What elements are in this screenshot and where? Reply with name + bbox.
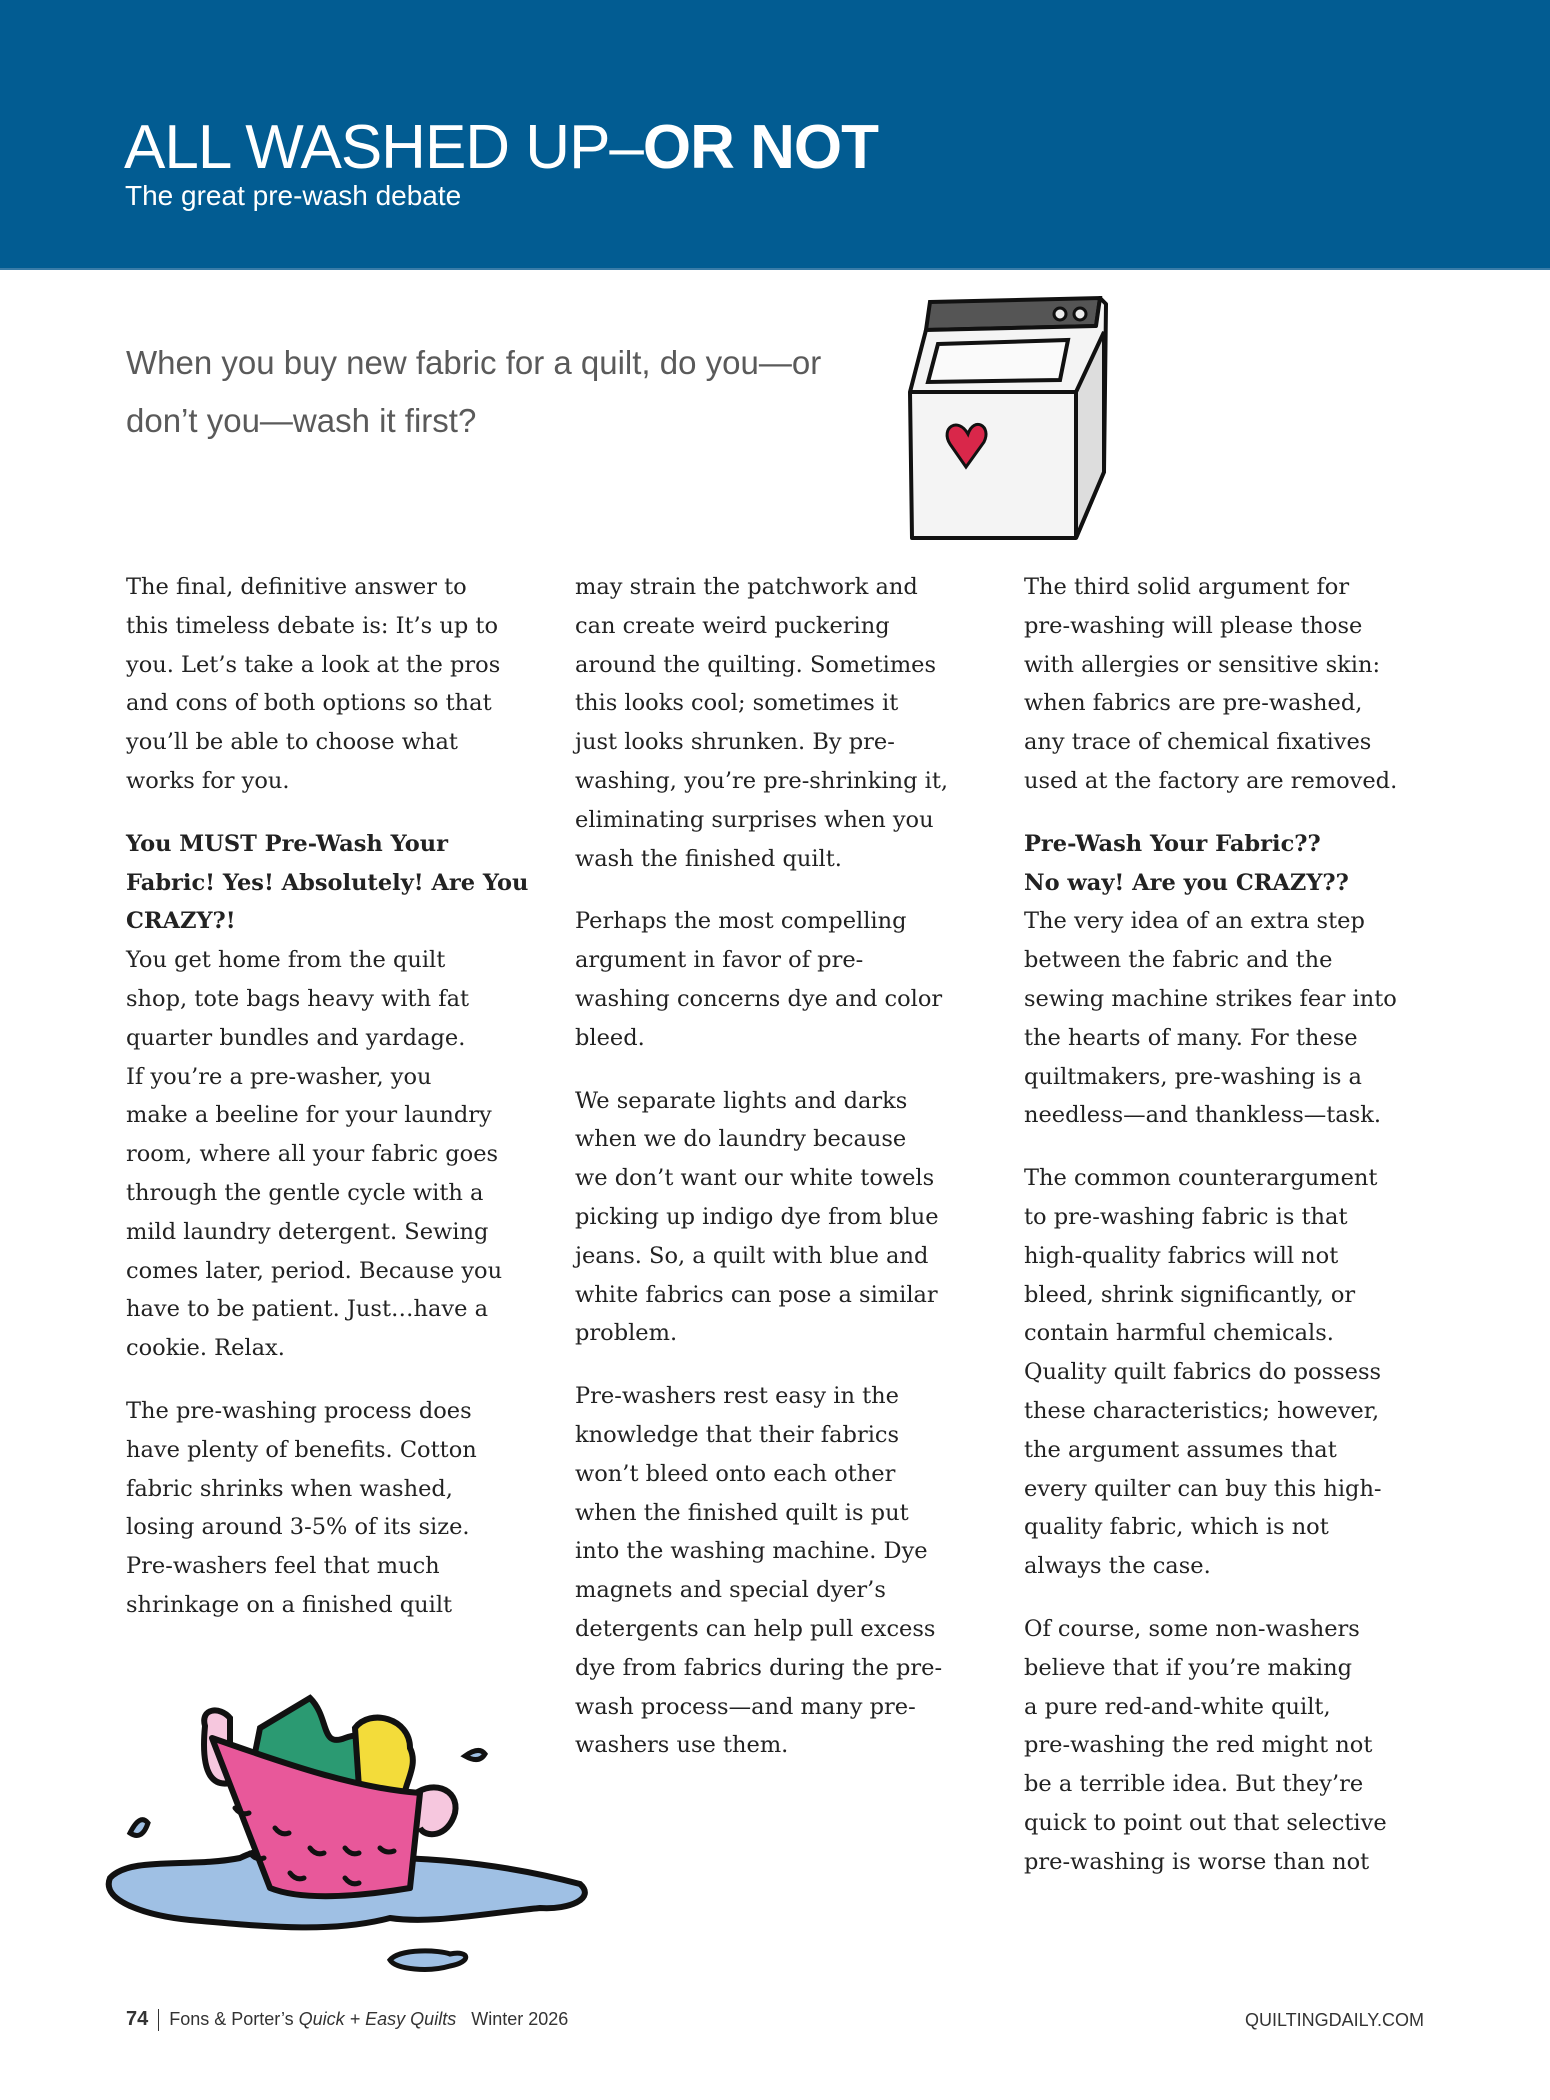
text-line: picking up indigo dye from blue	[575, 1203, 939, 1230]
text-column-3	[1024, 568, 1444, 1906]
text-line: The common counterargument	[1024, 1165, 1378, 1192]
text-line: Fabric! Yes! Absolutely! Are You	[126, 869, 529, 896]
article-title	[124, 112, 878, 183]
text-line: contain harmful chemicals.	[1024, 1320, 1334, 1347]
text-line: make a beeline for your laundry	[126, 1102, 492, 1129]
text-line: to pre-washing fabric is that	[1024, 1203, 1348, 1230]
text-line: The very idea of an extra step	[1024, 908, 1365, 935]
text-line: Pre-Wash Your Fabric??	[1024, 830, 1321, 857]
text-line: used at the factory are removed.	[1024, 767, 1398, 794]
text-line: can create weird puckering	[575, 612, 890, 639]
text-line: believe that if you’re making	[1024, 1654, 1353, 1681]
washing-machine-illustration	[900, 292, 1110, 544]
laundry-basket-illustration	[100, 1688, 600, 1973]
body-paragraph	[126, 1392, 546, 1625]
intro-line: don’t you—wash it first?	[126, 402, 477, 439]
text-line: shrinkage on a finished quilt	[126, 1591, 453, 1618]
text-line: comes later, period. Because you	[126, 1257, 503, 1284]
text-line: magnets and special dyer’s	[575, 1577, 886, 1604]
text-line: The third solid argument for	[1024, 574, 1350, 600]
page-footer	[126, 2008, 568, 2031]
page-number: 74	[126, 2008, 149, 2030]
text-line: with allergies or sensitive skin:	[1024, 651, 1381, 678]
text-line: may strain the patchwork and	[575, 574, 918, 600]
text-line: mild laundry detergent. Sewing	[126, 1218, 489, 1245]
text-line: You get home from the quilt	[126, 947, 446, 974]
text-line: washers use them.	[575, 1732, 789, 1759]
text-line: wash process—and many pre-	[575, 1693, 916, 1720]
text-line: Quality quilt fabrics do possess	[1024, 1359, 1382, 1386]
text-line: you. Let’s take a look at the pros	[126, 651, 501, 678]
text-line: when we do laundry because	[575, 1126, 907, 1153]
text-line: be a terrible idea. But they’re	[1024, 1771, 1364, 1798]
text-line: detergents can help pull excess	[575, 1615, 936, 1642]
text-line: quarter bundles and yardage.	[126, 1024, 466, 1051]
text-line: quality fabric, which is not	[1024, 1514, 1329, 1541]
text-line: always the case.	[1024, 1553, 1211, 1580]
text-line: pre-washing is worse than not	[1024, 1848, 1370, 1875]
body-paragraph	[1024, 568, 1444, 801]
body-paragraph	[575, 902, 995, 1057]
text-line: this looks cool; sometimes it	[575, 690, 899, 717]
text-line: We separate lights and darks	[575, 1087, 908, 1114]
text-line: quick to point out that selective	[1024, 1809, 1387, 1836]
text-line: any trace of chemical fixatives	[1024, 729, 1372, 756]
text-line: No way! Are you CRAZY??	[1024, 869, 1349, 896]
text-line: into the washing machine. Dye	[575, 1538, 928, 1565]
text-line: needless—and thankless—task.	[1024, 1102, 1382, 1129]
section-heading	[126, 825, 546, 941]
text-line: room, where all your fabric goes	[126, 1141, 499, 1168]
text-line: cookie. Relax.	[126, 1335, 285, 1362]
text-line: works for you.	[126, 767, 290, 794]
text-line: wash the finished quilt.	[575, 845, 842, 872]
body-paragraph	[126, 941, 546, 1368]
text-line: knowledge that their fabrics	[575, 1421, 900, 1448]
text-line: pre-washing the red might not	[1024, 1732, 1373, 1759]
text-line: fabric shrinks when washed,	[126, 1475, 453, 1502]
text-line: argument in favor of pre-	[575, 947, 864, 974]
text-line: losing around 3-5% of its size.	[126, 1514, 470, 1541]
intro-line: When you buy new fabric for a quilt, do you—or	[126, 344, 822, 381]
body-paragraph	[1024, 1159, 1444, 1586]
text-line: have plenty of benefits. Cotton	[126, 1436, 477, 1463]
text-line: shop, tote bags heavy with fat	[126, 985, 470, 1012]
intro-deck	[126, 334, 926, 450]
text-line: and cons of both options so that	[126, 690, 492, 717]
text-line: these characteristics; however,	[1024, 1397, 1380, 1424]
text-line: quiltmakers, pre-washing is a	[1024, 1063, 1362, 1090]
text-line: bleed.	[575, 1024, 645, 1051]
text-line: Pre-washers rest easy in the	[575, 1383, 899, 1410]
text-line: washing, you’re pre-shrinking it,	[575, 767, 949, 794]
text-line: Pre-washers feel that much	[126, 1553, 440, 1580]
text-line: problem.	[575, 1320, 678, 1347]
text-line: You MUST Pre-Wash Your	[126, 830, 448, 857]
title-bold: OR NOT	[642, 113, 879, 182]
text-line: every quilter can buy this high-	[1024, 1475, 1382, 1502]
text-line: high-quality fabrics will not	[1024, 1242, 1339, 1269]
body-paragraph	[575, 1082, 995, 1354]
text-line: CRAZY?!	[126, 908, 236, 935]
text-line: pre-washing will please those	[1024, 612, 1363, 639]
body-paragraph	[1024, 1610, 1444, 1882]
text-line: won’t bleed onto each other	[575, 1460, 896, 1487]
text-line: If you’re a pre-washer, you	[126, 1063, 432, 1090]
text-line: we don’t want our white towels	[575, 1165, 935, 1192]
header-banner	[0, 0, 1550, 270]
text-line: have to be patient. Just…have a	[126, 1296, 488, 1323]
text-line: sewing machine strikes fear into	[1024, 985, 1397, 1012]
text-line: the hearts of many. For these	[1024, 1024, 1358, 1051]
body-paragraph	[575, 1377, 995, 1765]
text-line: jeans. So, a quilt with blue and	[575, 1242, 929, 1269]
text-line: eliminating surprises when you	[575, 806, 934, 833]
text-line: bleed, shrink significantly, or	[1024, 1281, 1356, 1308]
text-line: through the gentle cycle with a	[126, 1179, 484, 1206]
text-line: Of course, some non-washers	[1024, 1615, 1360, 1642]
publication-prefix: Fons & Porter’s	[169, 2009, 299, 2029]
title-light: ALL WASHED UP–	[124, 113, 643, 182]
text-line: when fabrics are pre-washed,	[1024, 690, 1363, 717]
text-line: dye from fabrics during the pre-	[575, 1654, 943, 1681]
body-paragraph	[1024, 902, 1444, 1135]
article-subtitle: The great pre-wash debate	[125, 180, 462, 211]
text-line: the argument assumes that	[1024, 1436, 1337, 1463]
section-heading	[1024, 825, 1444, 903]
text-line: around the quilting. Sometimes	[575, 651, 937, 678]
website-link[interactable]: QUILTINGDAILY.COM	[1244, 2010, 1424, 2030]
text-column-2	[575, 568, 995, 1789]
body-paragraph	[575, 568, 995, 878]
text-line: washing concerns dye and color	[575, 985, 943, 1012]
body-paragraph	[126, 568, 546, 801]
publication-title: Quick + Easy Quilts	[298, 2009, 457, 2029]
text-line: The pre-washing process does	[126, 1397, 472, 1424]
text-line: when the finished quilt is put	[575, 1499, 909, 1526]
text-line: The final, definitive answer to	[126, 574, 467, 600]
footer-divider	[158, 2009, 159, 2031]
issue-date: Winter 2026	[471, 2009, 569, 2029]
text-column-1	[126, 568, 546, 1649]
text-line: this timeless debate is: It’s up to	[126, 612, 499, 639]
text-line: between the fabric and the	[1024, 947, 1333, 974]
text-line: you’ll be able to choose what	[126, 729, 458, 756]
text-line: Perhaps the most compelling	[575, 908, 907, 935]
text-line: white fabrics can pose a similar	[575, 1281, 938, 1308]
text-line: just looks shrunken. By pre-	[575, 729, 895, 756]
text-line: a pure red-and-white quilt,	[1024, 1693, 1331, 1720]
